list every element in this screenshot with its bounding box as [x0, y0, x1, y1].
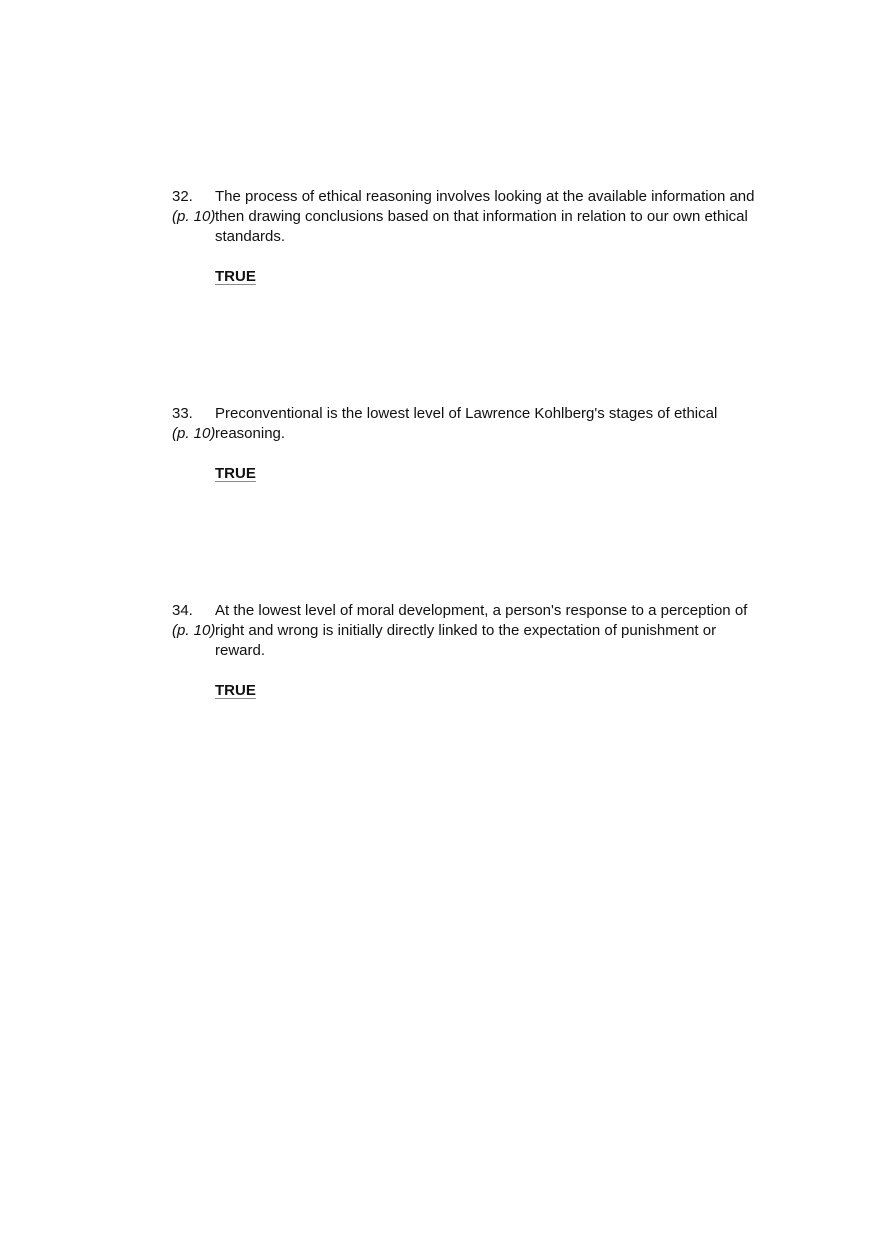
question-text: At the lowest level of moral development, a person's response to a perception of [215, 602, 748, 619]
question-text: reward. [215, 642, 266, 659]
answer: TRUE [215, 682, 256, 699]
question-34 [172, 601, 772, 701]
page-reference: (p. 10) [172, 208, 216, 225]
question-text: reasoning. [215, 425, 286, 442]
question-number: 33. [172, 405, 193, 422]
question-text: The process of ethical reasoning involves looking at the available information and [215, 188, 755, 205]
question-text: standards. [215, 228, 286, 245]
page-reference: (p. 10) [172, 622, 216, 639]
page-reference: (p. 10) [172, 425, 216, 442]
question-33 [172, 404, 772, 484]
question-text: Preconventional is the lowest level of Lawrence Kohlberg's stages of ethical [215, 405, 718, 422]
question-number: 34. [172, 602, 193, 619]
question-text: then drawing conclusions based on that information in relation to our own ethical [215, 208, 748, 225]
answer: TRUE [215, 268, 256, 285]
question-number: 32. [172, 188, 193, 205]
answer: TRUE [215, 465, 256, 482]
question-text: right and wrong is initially directly linked to the expectation of punishment or [215, 622, 717, 639]
question-32 [172, 187, 772, 287]
